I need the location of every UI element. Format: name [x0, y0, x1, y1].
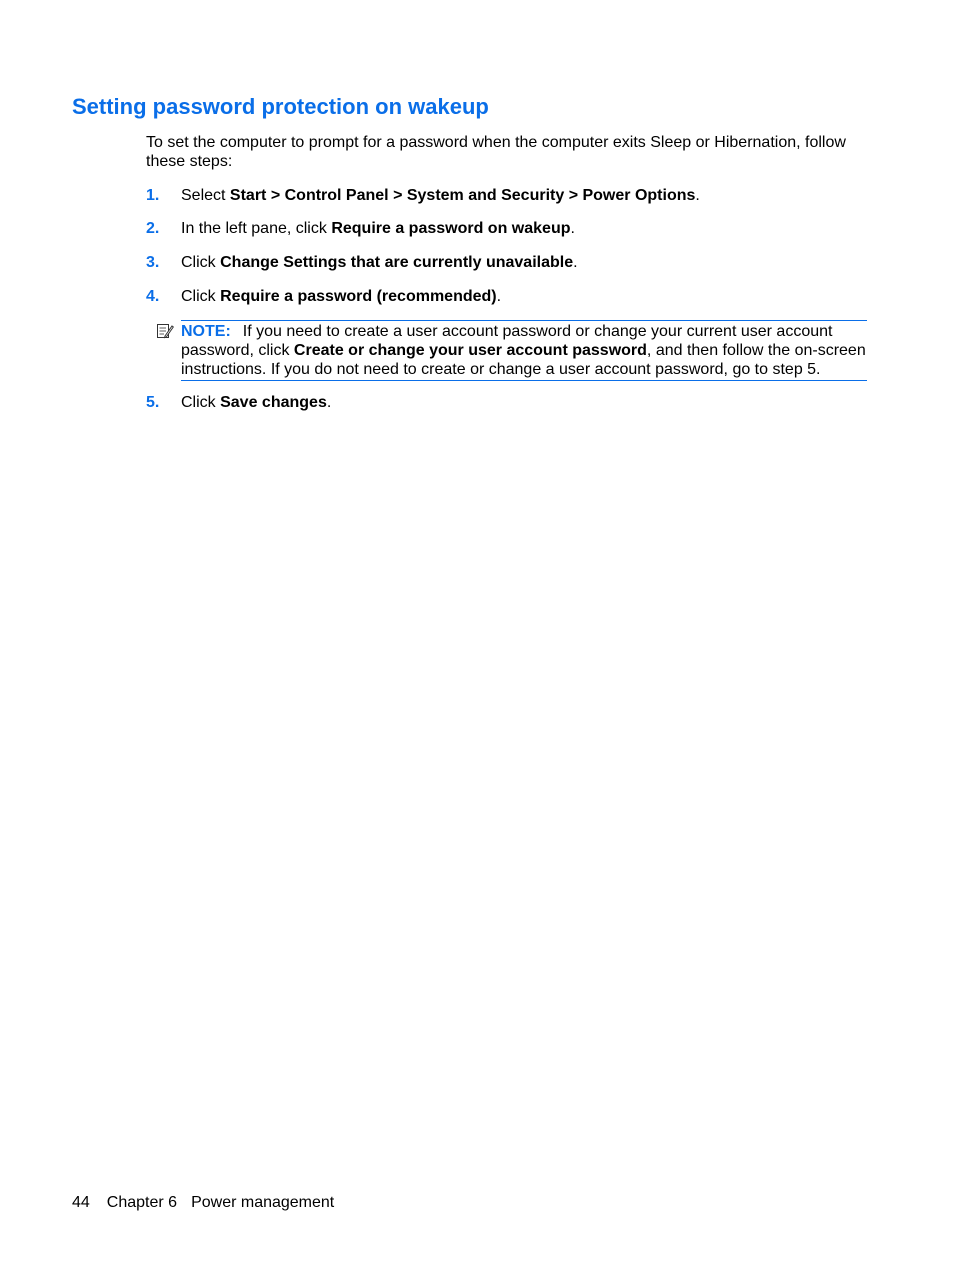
note-label: NOTE:: [181, 323, 231, 340]
step-command: Start > Control Panel > System and Security > Power Options: [229, 187, 696, 204]
chapter-label: Chapter 6: [106, 1194, 178, 1211]
note-icon: [156, 322, 174, 340]
step-number: 2.: [146, 220, 160, 237]
step-command: Require a password (recommended): [220, 288, 497, 305]
step-text: In the left pane, click Require a password on wakeup.: [181, 220, 575, 237]
page-number: 44: [72, 1194, 90, 1211]
step-command: Require a password on wakeup: [331, 220, 571, 237]
step-text: Click Save changes.: [181, 394, 332, 411]
page-title: Setting password protection on wakeup: [72, 94, 489, 119]
step-number: 3.: [146, 254, 160, 271]
step-number: 5.: [146, 394, 160, 411]
step-text: Click Require a password (recommended).: [181, 288, 502, 305]
step-command: Change Settings that are currently unavailable: [220, 254, 574, 271]
step-number: 1.: [146, 187, 160, 204]
step-number: 4.: [146, 288, 160, 305]
step-text: Select Start > Control Panel > System and Security > Power Options.: [181, 187, 700, 204]
intro-paragraph: To set the computer to prompt for a password when the computer exits Sleep or Hibernation, follow these steps:: [146, 134, 846, 170]
step-command: Save changes: [220, 394, 327, 411]
page-footer: [72, 1193, 351, 1212]
note-text-end: , and then follow the on-screen instructions. If you do not need to create or change a user account password, go to step 5.: [181, 342, 866, 378]
chapter-title: Power management: [191, 1194, 335, 1211]
note-command: Create or change your user account password: [293, 342, 647, 359]
note-text: If you need to create a user account password or change your current user account password, click: [181, 323, 833, 359]
note-box: [181, 320, 867, 381]
step-text: Click Change Settings that are currently unavailable.: [181, 254, 578, 271]
